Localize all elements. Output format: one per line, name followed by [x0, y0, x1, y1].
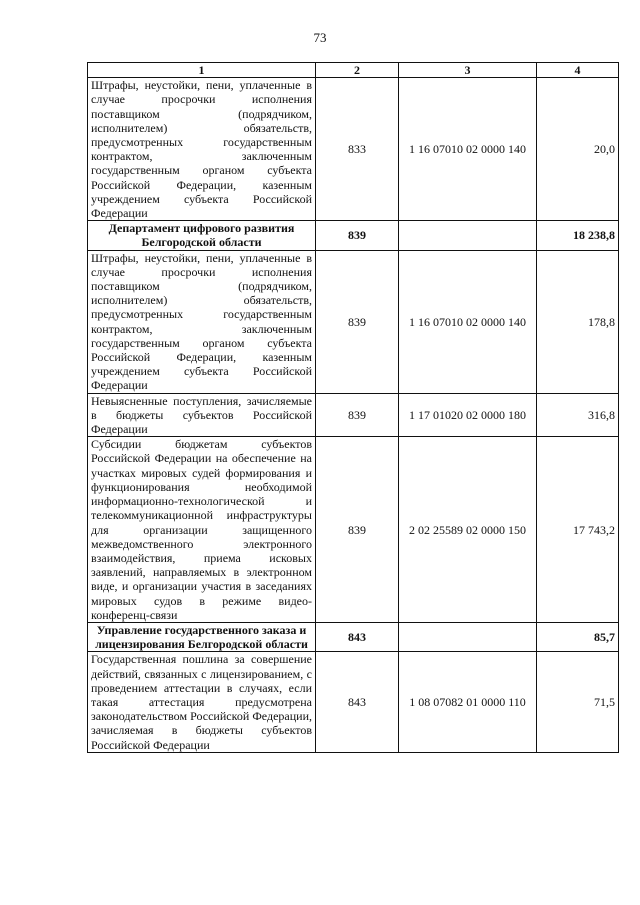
- table-row: [88, 437, 619, 623]
- row-amount: 316,8: [537, 393, 619, 437]
- department-kbk: [399, 622, 537, 651]
- header-col-2: 2: [316, 63, 399, 78]
- row-name: Штрафы, неустойки, пени, уплаченные в случае просрочки исполнения поставщиком (подрядчиком, исполнителем) обязательств, предусмотренных государственным контрактом, заключенным государственным органом субъекта Российской Федерации, казенным учреждением субъекта Российской Федерации: [88, 250, 316, 393]
- row-kbk: 2 02 25589 02 0000 150: [399, 437, 537, 623]
- department-kbk: [399, 221, 537, 250]
- row-name: Невыясненные поступления, зачисляемые в бюджеты субъектов Российской Федерации: [88, 393, 316, 437]
- row-amount: 71,5: [537, 652, 619, 752]
- row-amount: 178,8: [537, 250, 619, 393]
- header-col-1: 1: [88, 63, 316, 78]
- department-amount: 85,7: [537, 622, 619, 651]
- row-kbk: 1 17 01020 02 0000 180: [399, 393, 537, 437]
- department-row: [88, 622, 619, 651]
- department-name: Управление государственного заказа и лицензирования Белгородской области: [88, 622, 316, 651]
- row-code: 839: [316, 250, 399, 393]
- table-row: [88, 393, 619, 437]
- row-kbk: 1 08 07082 01 0000 110: [399, 652, 537, 752]
- page-number: 73: [313, 30, 327, 45]
- row-kbk: 1 16 07010 02 0000 140: [399, 250, 537, 393]
- revenue-table: [87, 62, 619, 753]
- header-row: [88, 63, 619, 78]
- row-code: 843: [316, 652, 399, 752]
- row-amount: 17 743,2: [537, 437, 619, 623]
- header-col-3: 3: [399, 63, 537, 78]
- department-code: 843: [316, 622, 399, 651]
- table-row: [88, 78, 619, 221]
- row-code: 833: [316, 78, 399, 221]
- row-name: Государственная пошлина за совершение действий, связанных с лицензированием, с проведением аттестации в случаях, если такая аттестация предусмотрена законодательством Российской Федерации, зачисляемая в бюджеты субъектов Российской Федерации: [88, 652, 316, 752]
- row-code: 839: [316, 437, 399, 623]
- row-name: Штрафы, неустойки, пени, уплаченные в случае просрочки исполнения поставщиком (подрядчиком, исполнителем) обязательств, предусмотренных государственным контрактом, заключенным государственным органом субъекта Российской Федерации, казенным учреждением субъекта Российской Федерации: [88, 78, 316, 221]
- department-code: 839: [316, 221, 399, 250]
- row-amount: 20,0: [537, 78, 619, 221]
- table-row: [88, 250, 619, 393]
- row-name: Субсидии бюджетам субъектов Российской Федерации на обеспечение на участках мировых судей формирования и функционирования необходимой информационно-технологической и телекоммуникационной инфраструктуры для организации защищенного межведомственного электронного взаимодействия, приема исковых заявлений, направляемых в электронном виде, и организации участия в заседаниях мировых судов в режиме видео-конференц-связи: [88, 437, 316, 623]
- department-name: Департамент цифрового развития Белгородской области: [88, 221, 316, 250]
- row-code: 839: [316, 393, 399, 437]
- row-kbk: 1 16 07010 02 0000 140: [399, 78, 537, 221]
- department-amount: 18 238,8: [537, 221, 619, 250]
- header-col-4: 4: [537, 63, 619, 78]
- table-row: [88, 652, 619, 752]
- department-row: [88, 221, 619, 250]
